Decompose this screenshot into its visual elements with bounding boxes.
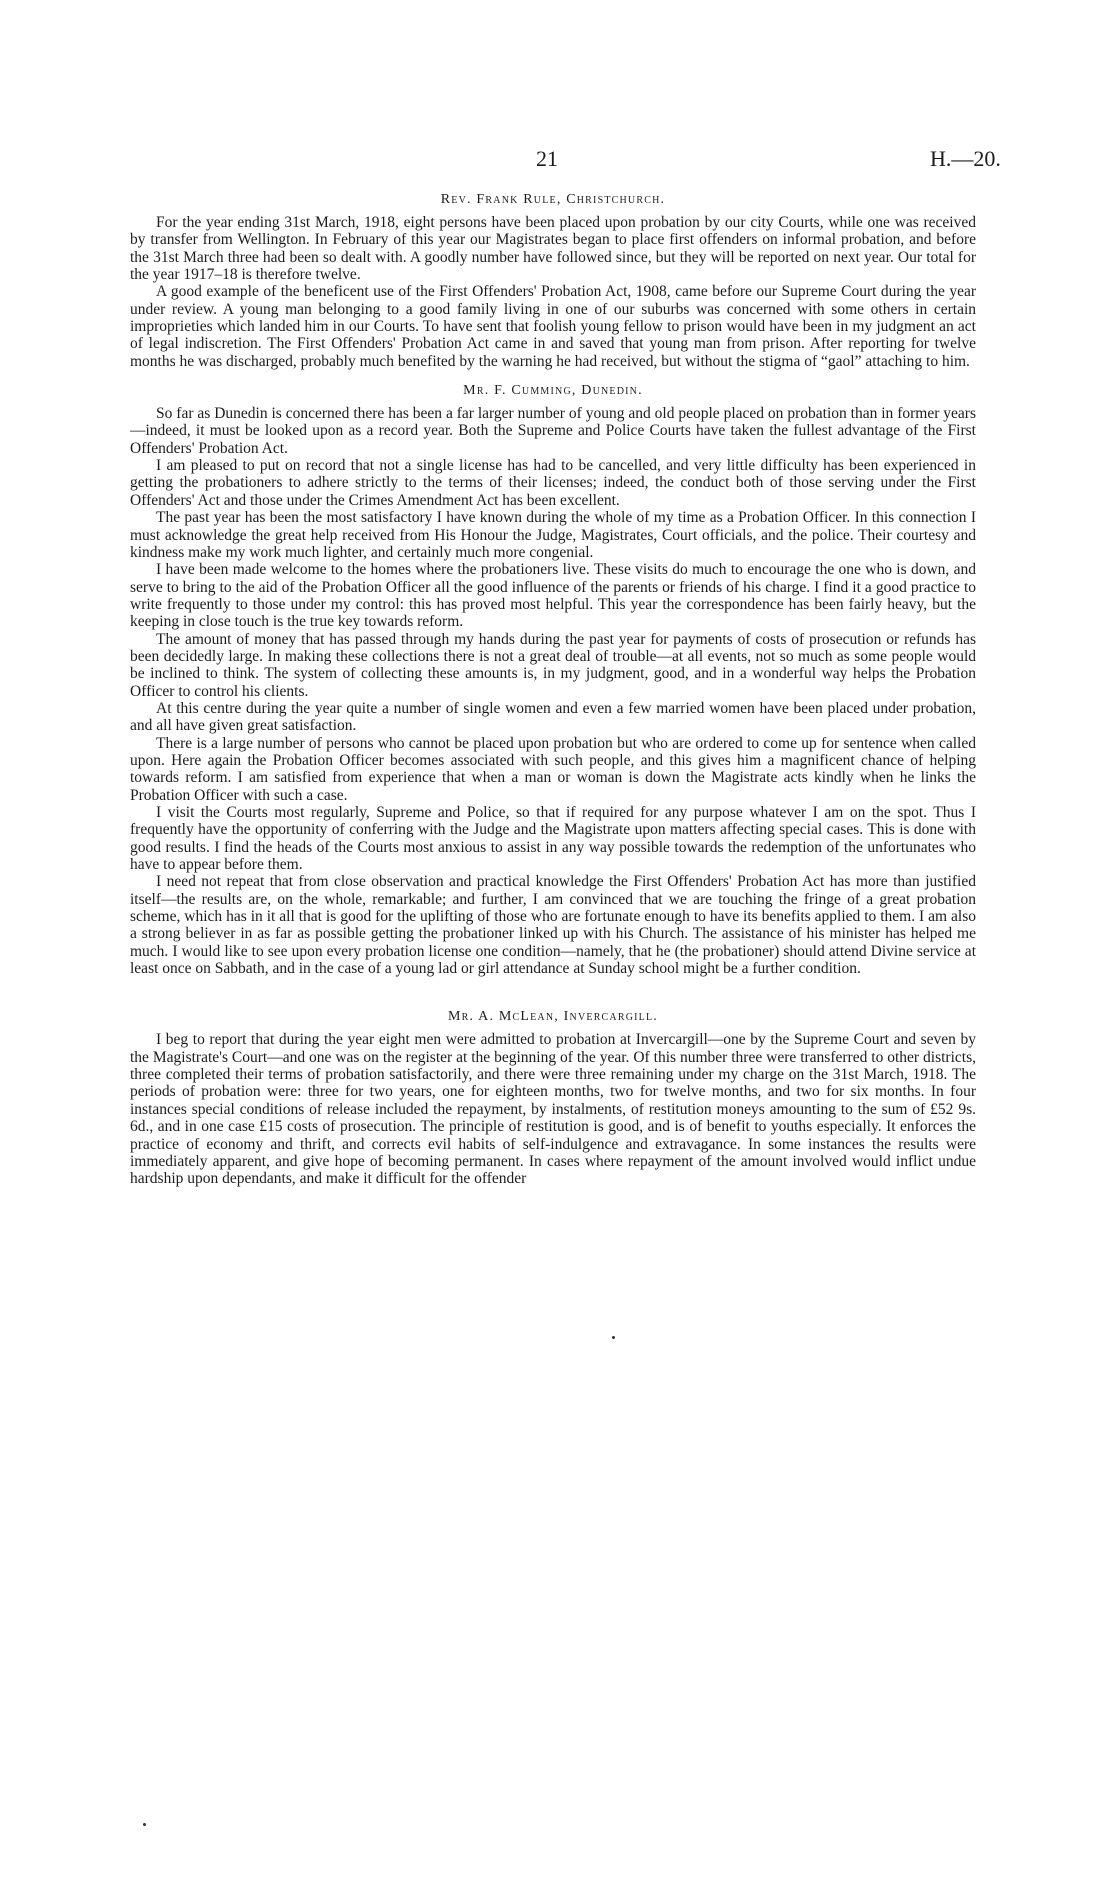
paragraph: For the year ending 31st March, 1918, eight persons have been placed upon probation by our city Courts, while one was received by transfer from Wellington. In February of this year our Magistrates began to place first offenders on informal probation, and before the 31st March three had been so dealt with. A goodly number have followed since, but they will be reported on next year. Our total for the year 1917–18 is therefore twelve. (130, 214, 976, 284)
paragraph: I am pleased to put on record that not a single license has had to be cancelled, and very little difficulty has been experienced in getting the probationers to adhere strictly to the terms of their licenses; indeed, the conduct both of those serving under the First Offenders' Act and those under the Crimes Amendment Act has been excellent. (130, 457, 976, 509)
paragraph: There is a large number of persons who cannot be placed upon probation but who are ordered to come up for sentence when called upon. Here again the Probation Officer becomes associated with such people, and this gives him a magnificent chance of helping towards reform. I am satisfied from experience that when a man or woman is down the Magistrate acts kindly when he links the Probation Officer with such a case. (130, 734, 976, 804)
section-heading-rule: Rev. Frank Rule, Christchurch. (440, 192, 666, 207)
paragraph: A good example of the beneficent use of the First Offenders' Probation Act, 1908, came before our Supreme Court during the year under review. A young man belonging to a good family living in one of our suburbs was concerned with some others in certain improprieties which landed him in our Courts. To have sent that foolish young fellow to prison would have been in my judgment an act of legal indiscretion. The First Offenders' Probation Act came in and saved that young man from prison. After reporting for twelve months he was discharged, probably much benefited by the warning he had received, but without the stigma of “gaol” attaching to him. (130, 283, 976, 370)
page-number: 21 (536, 146, 558, 171)
scan-speck (143, 1823, 146, 1826)
paragraph: The amount of money that has passed through my hands during the past year for payments of costs of prosecution or refunds has been decidedly large. In making these collections there is not a great deal of trouble—at all events, not so much as some people would be inclined to think. The system of collecting these amounts is, in my judgment, good, and in a wonderful way helps the Probation Officer to control his clients. (130, 630, 976, 700)
document-reference: H.—20. (930, 146, 1001, 171)
section-heading-mclean: Mr. A. McLean, Invercargill. (448, 1009, 658, 1025)
section-heading-cumming: Mr. F. Cumming, Dunedin. (463, 383, 643, 399)
document-body (130, 190, 976, 1188)
scan-speck (612, 1336, 615, 1339)
paragraph: So far as Dunedin is concerned there has been a far larger number of young and old people placed on probation than in former years—indeed, it must be looked upon as a record year. Both the Supreme and Police Courts have taken the fullest advantage of the First Offenders' Probation Act. (130, 405, 976, 457)
paragraph: I need not repeat that from close observation and practical knowledge the First Offenders' Probation Act has more than justified itself—the results are, on the whole, remarkable; and further, I am convinced that we are touching the fringe of a great probation scheme, which has in it all that is good for the uplifting of those who are fortunate enough to have its benefits applied to them. I am also a strong believer in as far as possible getting the probationer linked up with his Church. The assistance of his minister has helped me much. I would like to see upon every probation license one condition—namely, that he (the probationer) should attend Divine service at least once on Sabbath, and in the case of a young lad or girl attendance at Sunday school might be a further condition. (130, 873, 976, 978)
paragraph: I beg to report that during the year eight men were admitted to probation at Invercargill—one by the Supreme Court and seven by the Magistrate's Court—and one was on the register at the beginning of the year. Of this number three were transferred to other districts, three completed their terms of probation satisfactorily, and there were three remaining under my charge on the 31st March, 1918. The periods of probation were: three for two years, one for eighteen months, two for twelve months, and two for six months. In four instances special conditions of release included the repayment, by instalments, of restitution moneys amounting to the sum of £52 9s. 6d., and in one case £15 costs of prosecution. The principle of restitution is good, and is of benefit to youths especially. It enforces the practice of economy and thrift, and corrects evil habits of self-indulgence and extravagance. In some instances the results were immediately apparent, and give hope of becoming permanent. In cases where repayment of the amount involved would inflict undue hardship upon dependants, and make it difficult for the offender (130, 1031, 976, 1188)
paragraph: At this centre during the year quite a number of single women and even a few married women have been placed under probation, and all have given great satisfaction. (130, 699, 976, 735)
paragraph: I visit the Courts most regularly, Supreme and Police, so that if required for any purpose whatever I am on the spot. Thus I frequently have the opportunity of conferring with the Judge and the Magistrate upon matters affecting special cases. This is done with good results. I find the heads of the Courts most anxious to assist in any way possible towards the redemption of the unfortunates who have to appear before them. (130, 804, 976, 874)
paragraph: I have been made welcome to the homes where the probationers live. These visits do much to encourage the one who is down, and serve to bring to the aid of the Probation Officer all the good influence of the parents or friends of his charge. I find it a good practice to write frequently to those under my control: this has proved most helpful. This year the correspondence has been fairly heavy, but the keeping in close touch is the true key towards reform. (130, 561, 976, 631)
paragraph: The past year has been the most satisfactory I have known during the whole of my time as a Probation Officer. In this connection I must acknowledge the great help received from His Honour the Judge, Magistrates, Court officials, and the police. Their courtesy and kindness make my work much lighter, and certainly much more congenial. (130, 509, 976, 561)
